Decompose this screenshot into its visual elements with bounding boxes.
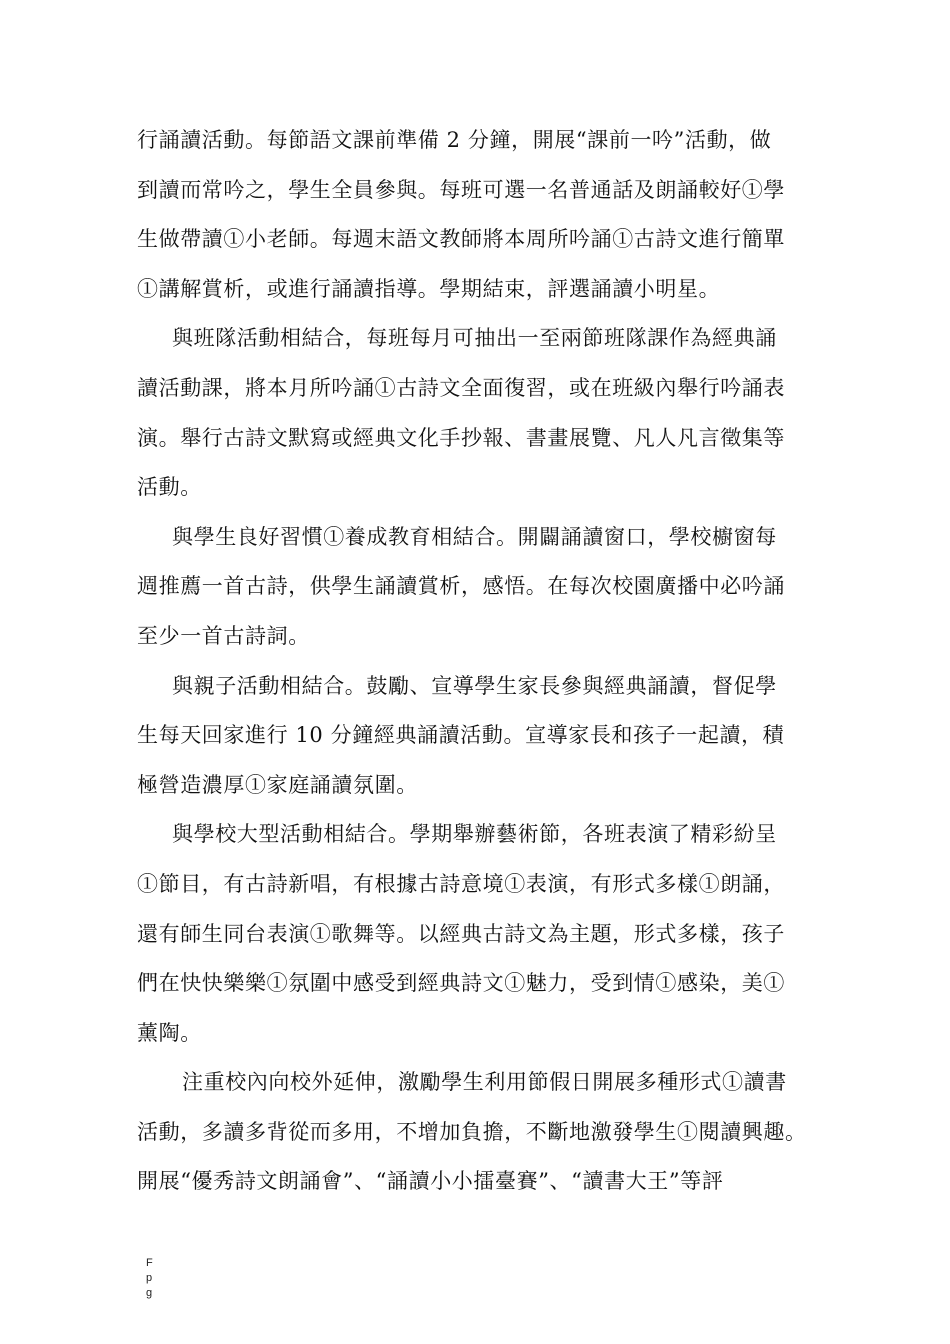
footer-char: g xyxy=(146,1287,153,1299)
text-line: ①節目，有古詩新唱，有根據古詩意境①表演，有形式多樣①朗誦， xyxy=(137,871,785,896)
text-line: 到讀而常吟之，學生全員參與。每班可選一名普通話及朗誦較好①學 xyxy=(137,177,785,202)
body-text xyxy=(137,116,827,1207)
text-line: 開展“優秀詩文朗誦會”、“誦讀小小擂臺賽”、“讀書大王”等評 xyxy=(137,1169,724,1194)
text-line: 演。舉行古詩文默寫或經典文化手抄報、書畫展覽、凡人凡言徵集等 xyxy=(137,425,785,450)
text-line: 與學生良好習慣①養成教育相結合。開闢誦讀窗口，學校櫥窗每 xyxy=(172,524,777,549)
text-line: 注重校內向校外延伸，激勵學生利用節假日開展多種形式①讀書 xyxy=(182,1070,787,1095)
text-line: 與學校大型活動相結合。學期舉辦藝術節，各班表演了精彩紛呈 xyxy=(172,822,777,847)
text-line: 週推薦一首古詩，供學生誦讀賞析，感悟。在每次校園廣播中必吟誦 xyxy=(137,574,785,599)
text-line: 們在快快樂樂①氛圍中感受到經典詩文①魅力，受到情①感染，美① xyxy=(137,971,785,996)
text-line: 薰陶。 xyxy=(137,1020,202,1045)
text-line: 生每天回家進行 10 分鐘經典誦讀活動。宣導家長和孩子一起讀，積 xyxy=(137,723,785,748)
text-line: 活動。 xyxy=(137,475,202,500)
text-line: 極營造濃厚①家庭誦讀氛圍。 xyxy=(137,772,418,797)
text-line: 讀活動課，將本月所吟誦①古詩文全面復習，或在班級內舉行吟誦表 xyxy=(137,375,785,400)
text-line: 還有師生同台表演①歌舞等。以經典古詩文為主題，形式多樣，孩子 xyxy=(137,921,785,946)
footer-char: F xyxy=(146,1257,153,1269)
text-line: 生做帶讀①小老師。每週末語文教師將本周所吟誦①古詩文進行簡單 xyxy=(137,227,785,252)
text-line: 活動，多讀多背從而多用，不增加負擔，不斷地激發學生①閱讀興趣。 xyxy=(137,1119,807,1144)
text-line: 與班隊活動相結合，每班每月可抽出一至兩節班隊課作為經典誦 xyxy=(172,326,777,351)
text-line: 與親子活動相結合。鼓勵、宣導學生家長參與經典誦讀，督促學 xyxy=(172,673,777,698)
footer-char: p xyxy=(146,1272,153,1284)
text-line: 至少一首古詩詞。 xyxy=(137,623,310,648)
page-footer xyxy=(146,1256,166,1301)
text-line: ①講解賞析，或進行誦讀指導。學期結束，評選誦讀小明星。 xyxy=(137,276,721,301)
text-line: 行誦讀活動。每節語文課前準備 2 分鐘，開展“課前一吟”活動，做 xyxy=(137,128,772,152)
